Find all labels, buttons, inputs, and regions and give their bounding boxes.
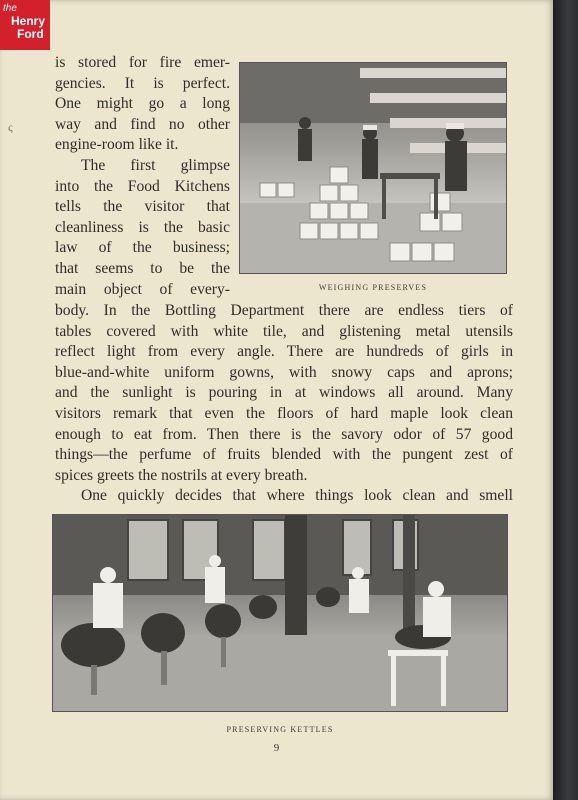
- photo2-caption: PRESERVING KETTLES: [226, 725, 334, 734]
- text-line: that seems to be the: [55, 259, 230, 277]
- body-text: [55, 301, 513, 507]
- preserving-kettles-illustration: [53, 515, 508, 712]
- text-line: tells the visitor that: [55, 198, 230, 216]
- text-line: spices greets the nostrils at every breath.: [55, 466, 308, 484]
- logo-henry: Henry: [11, 14, 46, 28]
- logo-ford: Ford: [17, 27, 44, 41]
- text-line: way and find no other: [55, 115, 230, 133]
- text-line: reflect light from every angle. There are hundreds of girls in: [55, 343, 513, 361]
- text-line: enough to eat from. Then there is the savory odor of 57 good: [55, 425, 513, 443]
- photo1-caption: WEIGHING PRESERVES: [318, 283, 428, 292]
- column-text: [55, 53, 230, 300]
- text-line: and the sunlight is pouring in at windows all around. Many: [55, 384, 513, 402]
- text-line: body. In the Bottling Department there are endless tiers of: [55, 302, 513, 319]
- text-line: The first glimpse: [81, 156, 230, 174]
- logo-the: the: [3, 3, 17, 14]
- preserving-kettles-photo: [52, 514, 508, 712]
- text-line: is stored for fire emer-: [55, 54, 230, 71]
- margin-mark-icon: ς: [8, 120, 13, 134]
- text-line: One might go a long: [55, 95, 230, 113]
- henry-ford-logo: [0, 0, 50, 50]
- book-edge: [553, 0, 578, 800]
- weighing-preserves-photo: [239, 62, 507, 274]
- text-line: into the Food Kitchens: [55, 177, 230, 195]
- weighing-preserves-illustration: [240, 63, 507, 274]
- text-line: One quickly decides that where things look clean and smell: [81, 487, 513, 505]
- text-line: blue-and-white uniform gowns, with snowy caps and aprons;: [55, 363, 513, 381]
- text-line: visitors remark that even the floors of hard maple look clean: [55, 404, 513, 422]
- text-line: things—the perfume of fruits blended with the pungent zest of: [55, 446, 513, 464]
- page-number: 9: [273, 742, 280, 754]
- text-line: engine-room like it.: [55, 136, 179, 154]
- text-line: main object of every-: [55, 280, 230, 298]
- text-line: law of the business;: [55, 239, 230, 257]
- text-line: tables covered with white tile, and glistening metal utensils: [55, 322, 513, 340]
- text-line: cleanliness is the basic: [55, 218, 230, 236]
- text-line: gencies. It is perfect.: [55, 74, 230, 92]
